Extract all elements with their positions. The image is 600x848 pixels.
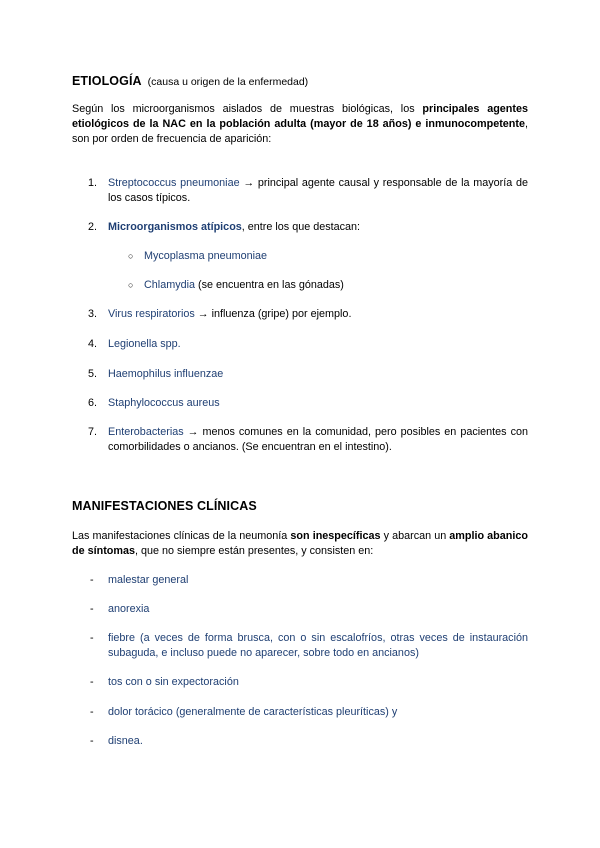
organism-name: Haemophilus influenzae bbox=[108, 368, 224, 380]
organism-name: Mycoplasma pneumoniae bbox=[144, 250, 268, 262]
symptom-item: anorexia bbox=[108, 603, 150, 615]
manifestaciones-intro bbox=[72, 529, 528, 559]
organism-name: Virus respiratorios bbox=[108, 308, 195, 320]
list-number: 6. bbox=[88, 397, 98, 409]
intro-bold: son inespecíficas bbox=[290, 530, 381, 542]
organism-name: Staphylococcus aureus bbox=[108, 397, 220, 409]
symptom-item: disnea. bbox=[108, 735, 143, 747]
manifestaciones-title: MANIFESTACIONES CLÍNICAS bbox=[72, 499, 257, 513]
etiologia-heading bbox=[72, 72, 308, 90]
intro-text-end: , que no siempre están presentes, y consisten en: bbox=[135, 545, 374, 557]
symptom-item: tos con o sin expectoración bbox=[108, 676, 239, 688]
etiologia-intro bbox=[72, 102, 528, 147]
intro-text-mid: y abarcan un bbox=[380, 530, 450, 542]
organism-name: Chlamydia bbox=[144, 279, 196, 291]
organism-desc: → principal agente causal y responsable de la mayoría de los casos típicos. bbox=[108, 177, 529, 204]
intro-bold-immuno: inmunocompetente bbox=[425, 118, 525, 130]
list-item bbox=[108, 220, 528, 235]
sub-list-item bbox=[144, 249, 267, 264]
sub-list-item bbox=[144, 278, 344, 293]
list-number: 5. bbox=[88, 368, 98, 380]
organism-desc: (se encuentra en las gónadas) bbox=[195, 279, 344, 291]
symptom-item: fiebre (a veces de forma brusca, con o sin escalofríos, otras veces de instauración subaguda, e incluso puede no aparecer, sobre todo en ancianos) bbox=[108, 632, 528, 659]
organism-name: Streptococcus pneumoniae bbox=[108, 177, 240, 189]
list-number: 4. bbox=[88, 338, 98, 350]
symptom-item: malestar general bbox=[108, 574, 189, 586]
intro-text: Según los microorganismos aislados de muestras biológicas, los bbox=[72, 103, 423, 115]
etiologia-title: ETIOLOGÍA bbox=[72, 74, 142, 88]
organism-desc: , entre los que destacan: bbox=[241, 221, 361, 233]
dash-bullet: - bbox=[90, 735, 94, 747]
list-item bbox=[108, 337, 181, 352]
intro-text-end: , son por orden de frecuencia de aparición: bbox=[72, 118, 528, 145]
dash-bullet: - bbox=[90, 603, 94, 615]
dash-bullet: - bbox=[90, 574, 94, 586]
circle-bullet: ○ bbox=[128, 251, 134, 261]
organism-name: Microorganismos atípicos bbox=[108, 221, 242, 233]
organism-desc: → menos comunes en la comunidad, pero posibles en pacientes con comorbilidades o ancianos. (Se encuentran en el intestino). bbox=[108, 426, 528, 453]
list-item bbox=[108, 307, 351, 322]
list-number: 1. bbox=[88, 177, 98, 189]
list-item bbox=[108, 176, 528, 206]
list-number: 2. bbox=[88, 221, 98, 233]
etiologia-subtitle: (causa u origen de la enfermedad) bbox=[147, 76, 309, 88]
dash-bullet: - bbox=[90, 706, 94, 718]
dash-bullet: - bbox=[90, 632, 94, 644]
intro-bold: principales agentes etiológicos de la NAC en la población adulta bbox=[72, 103, 529, 130]
dash-bullet: - bbox=[90, 676, 94, 688]
symptom-item: dolor torácico (generalmente de características pleuríticas) y bbox=[108, 706, 398, 718]
organism-desc: → influenza (gripe) por ejemplo. bbox=[194, 308, 352, 320]
circle-bullet: ○ bbox=[128, 280, 134, 290]
list-item bbox=[108, 425, 528, 455]
intro-bold-symptoms: amplio abanico de síntomas bbox=[72, 530, 528, 557]
list-number: 7. bbox=[88, 426, 98, 438]
intro-text: Las manifestaciones clínicas de la neumonía bbox=[72, 530, 291, 542]
organism-name: Enterobacterias bbox=[108, 426, 184, 438]
intro-bold-age: (mayor de 18 años) e bbox=[306, 118, 426, 130]
list-number: 3. bbox=[88, 308, 98, 320]
list-item bbox=[108, 367, 223, 382]
list-item bbox=[108, 396, 220, 411]
organism-name: Legionella spp. bbox=[108, 338, 181, 350]
